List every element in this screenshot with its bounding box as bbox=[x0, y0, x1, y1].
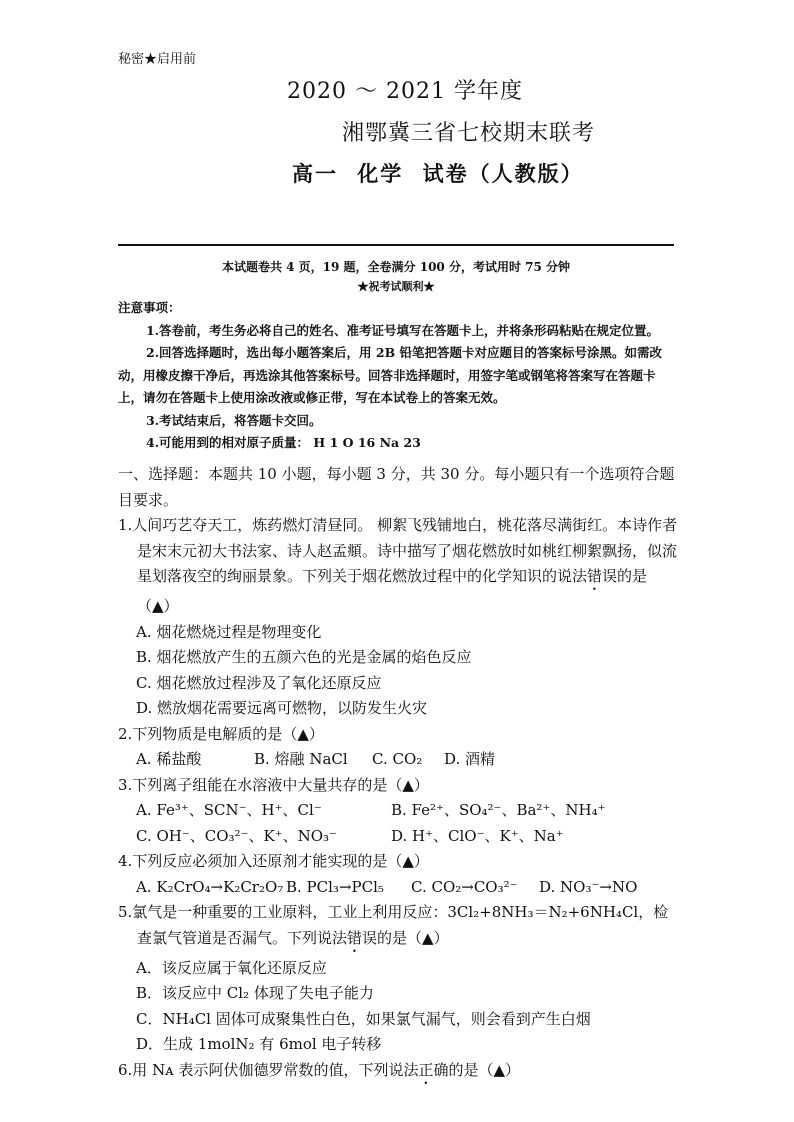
question-2-option-a: A. 稀盐酸 bbox=[136, 750, 202, 768]
emphasis-mark: 错 bbox=[587, 567, 603, 585]
question-2-stem: 2.下列物质是电解质的是（▲） bbox=[118, 724, 324, 743]
questions-body bbox=[118, 462, 678, 1088]
question-2-option-c: C. CO₂ bbox=[372, 750, 423, 768]
secret-label: 秘密★启用前 bbox=[118, 52, 197, 67]
note-4: 4.可能用到的相对原子质量： H 1 O 16 Na 23 bbox=[146, 435, 421, 450]
question-5-stem bbox=[118, 900, 678, 956]
question-1-option-a: A. 烟花燃烧过程是物理变化 bbox=[136, 622, 322, 641]
header-divider bbox=[118, 244, 674, 246]
question-3-option-b: B. Fe²⁺、SO₄²⁻、Ba²⁺、NH₄⁺ bbox=[391, 801, 606, 819]
note-2: 2.回答选择题时，选出每小题答案后，用 2B 铅笔把答题卡对应题目的答案标号涂黑。如需改动，用橡皮擦干净后，再选涂其他答案标号。回答非选择题时，用签字笔或钢笔将答案写在答题卡上，请勿在答题卡上使用涂改液或修正带，写在本试卷上的答案无效。 bbox=[118, 345, 663, 405]
question-1-stem bbox=[118, 513, 678, 620]
emphasis-mark: 正 bbox=[418, 1060, 434, 1079]
question-3-option-d: D. H⁺、ClO⁻、K⁺、Na⁺ bbox=[391, 826, 564, 845]
question-3-options-row2 bbox=[118, 824, 678, 850]
school-year-title: 2020 ～ 2021 学年度 bbox=[287, 79, 523, 104]
exam-info: 本试题卷共 4 页，19 题，全卷满分 100 分，考试用时 75 分钟 bbox=[221, 260, 571, 274]
exam-title: 湘鄂冀三省七校期末联考 bbox=[342, 121, 596, 146]
subject-title: 高一 化学 试卷（人教版） bbox=[292, 162, 584, 186]
question-4-option-c: C. CO₂→CO₃²⁻ bbox=[411, 877, 518, 896]
note-3: 3.考试结束后，将答题卡交回。 bbox=[146, 412, 322, 428]
question-1-text: 1.人间巧艺夺天工，炼药燃灯清昼同。 柳絮飞残铺地白，桃花落尽满街红。本诗作者是宋末元初大书法家、诗人赵孟頫。诗中描写了烟花燃放时如桃红柳絮飘扬，似流星划落夜空的绚丽景象。下列关于烟花燃放过程中的化学知识的说法 bbox=[118, 516, 678, 585]
question-3-options-row1 bbox=[118, 798, 678, 824]
question-4-option-b: B. PCl₃→PCl₅ bbox=[286, 877, 384, 896]
question-2-option-d: D. 酒精 bbox=[444, 750, 496, 768]
question-4-option-d: D. NO₃⁻→NO bbox=[539, 877, 638, 896]
notes-title: 注意事项： bbox=[118, 300, 181, 315]
question-1-option-b: B. 烟花燃放产生的五颜六色的光是金属的焰色反应 bbox=[136, 648, 472, 666]
question-6-stem bbox=[118, 1058, 678, 1088]
question-4-stem: 4.下列反应必须加入还原剂才能实现的是（▲） bbox=[118, 852, 429, 870]
question-3-option-c: C. OH⁻、CO₃²⁻、K⁺、NO₃⁻ bbox=[136, 826, 337, 845]
question-1-text-end: 误的是（▲） bbox=[137, 567, 648, 615]
question-4-options bbox=[118, 875, 678, 901]
good-luck-line: ★祝考试顺利★ bbox=[357, 280, 435, 293]
question-5-option-b: B．该反应中 Cl₂ 体现了失电子能力 bbox=[136, 984, 374, 1002]
emphasis-mark: 错 bbox=[347, 928, 363, 947]
question-1-option-d: D. 燃放烟花需要远离可燃物，以防发生火灾 bbox=[136, 699, 428, 717]
question-5-option-a: A．该反应属于氧化还原反应 bbox=[136, 958, 327, 977]
question-2-option-b: B. 熔融 NaCl bbox=[254, 750, 348, 768]
question-2-options bbox=[118, 747, 678, 773]
question-4-option-a: A. K₂CrO₄→K₂Cr₂O₇ bbox=[136, 877, 284, 896]
question-5-option-c: C．NH₄Cl 固体可成聚集性白色，如果氯气漏气，则会看到产生白烟 bbox=[136, 1009, 591, 1028]
question-3-stem: 3.下列离子组能在水溶液中大量共存的是（▲） bbox=[118, 775, 429, 794]
question-6-text: 6.用 Nᴀ 表示阿伏伽德罗常数的值，下列说法 bbox=[118, 1060, 419, 1079]
notes-section bbox=[118, 297, 678, 455]
section-heading: 一、选择题：本题共 10 小题，每小题 3 分，共 30 分。每小题只有一个选项符合题目要求。 bbox=[118, 465, 675, 509]
note-1: 1.答卷前，考生务必将自己的姓名、准考证号填写在答题卡上，并将条形码粘贴在规定位置。 bbox=[146, 322, 660, 338]
question-5-option-d: D．生成 1molN₂ 有 6mol 电子转移 bbox=[136, 1035, 382, 1053]
question-5-text: 5.氯气是一种重要的工业原料，工业上利用反应：3Cl₂+8NH₃＝N₂+6NH₄Cl，检查氯气管道是否漏气。下列说法 bbox=[118, 903, 669, 947]
question-1-option-c: C. 烟花燃放过程涉及了氧化还原反应 bbox=[136, 673, 382, 692]
question-5-text-end: 误的是（▲） bbox=[362, 928, 449, 947]
question-3-option-a: A. Fe³⁺、SCN⁻、H⁺、Cl⁻ bbox=[136, 801, 322, 819]
question-6-text-end: 确的是（▲） bbox=[433, 1060, 521, 1079]
